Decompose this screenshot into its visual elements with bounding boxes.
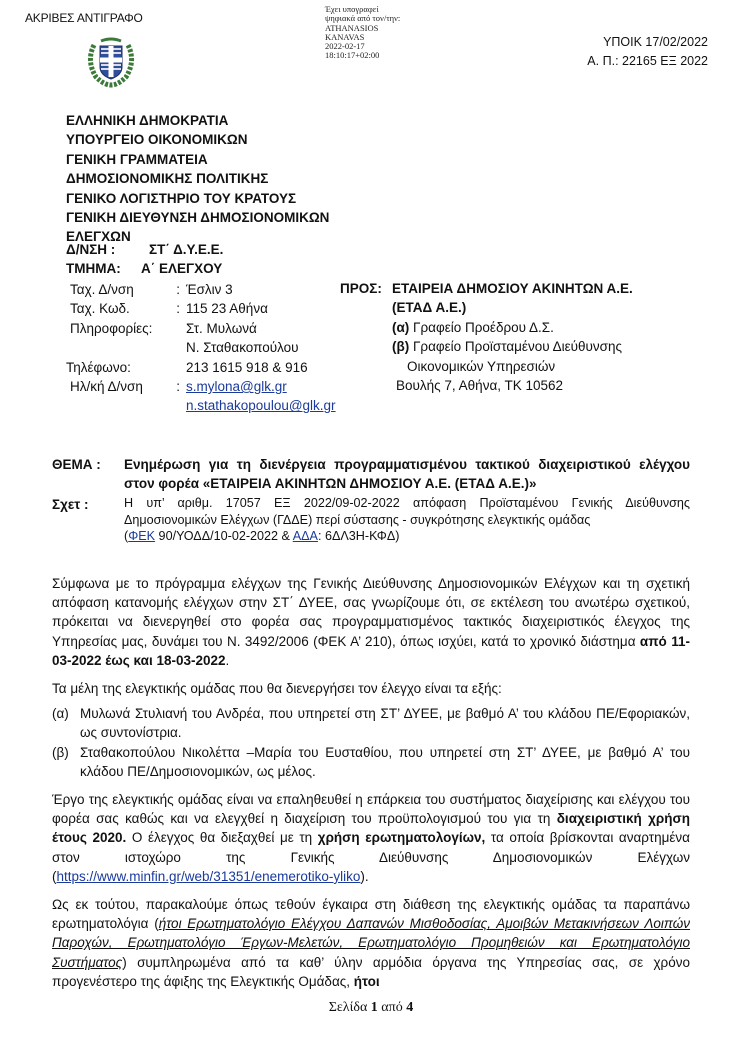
separator: : (176, 282, 180, 297)
email-label-wrap (66, 377, 186, 396)
info-row-2 (66, 338, 336, 357)
letter-body (52, 574, 690, 1000)
item-text: Οικονομικών Υπηρεσιών (407, 358, 556, 374)
issuer-line: ΔΗΜΟΣΙΟΝΟΜΙΚΗΣ ΠΟΛΙΤΙΚΗΣ (66, 171, 269, 187)
subject-block (52, 455, 690, 545)
subject-row (52, 455, 690, 493)
info-value: Ν. Σταθακοπούλου (186, 340, 299, 356)
page-label: Σελίδα (328, 1000, 371, 1015)
recipient-address-row (340, 376, 633, 395)
spacer (66, 338, 186, 357)
fiscal-year: διαχειριστική χρήση έτους 2020. (52, 811, 690, 846)
address-label-wrap (66, 280, 186, 299)
spacer (340, 376, 396, 395)
text: τα οποία βρίσκονται αναρτημένα στον ιστοχώρο της Γενικής Διεύθυνσης Δημοσιονομικών Ελέγχων ( (52, 830, 690, 884)
related-text: Η υπ’ αριθμ. 17057 ΕΞ 2022/09-02-2022 απόφαση Προϊσταμένου Γενικής Διεύθυνσης Δημοσιονομικών Ελέγχων (ΓΔΔΕ) περί σύστασης - συγκρότησης ελεγκτικής ομάδας (124, 496, 690, 527)
postal-value: 115 23 Αθήνα (186, 301, 268, 317)
fek-link[interactable]: ΦΕΚ (128, 529, 156, 543)
member-text: Μυλωνά Στυλιανή του Ανδρέα, που υπηρετεί στη ΣΤ’ ΔΥΕΕ, με βαθμό Α’ του κλάδου ΠΕ/Εφοριακών, ως συντονίστρια. (80, 706, 690, 741)
email-link-mylona[interactable]: s.mylona@glk.gr (186, 379, 287, 395)
spacer (340, 357, 407, 376)
section-value: Α΄ ΕΛΕΓΧΟΥ (141, 261, 223, 277)
related-label: Σχετ : (52, 497, 89, 512)
section-label: ΤΜΗΜΑ: (66, 261, 121, 277)
signature-time: 18:10:17+02:00 (325, 50, 380, 61)
phone-row (66, 358, 336, 377)
paragraph-scope (52, 790, 690, 886)
recipient-label: ΠΡΟΣ: (340, 281, 382, 296)
digital-signature-block (325, 5, 400, 61)
postal-label: Ταχ. Κωδ. (70, 301, 130, 317)
audit-period: από 11-03-2022 έως και 18-03-2022 (52, 633, 690, 668)
department-info (66, 240, 223, 279)
phone-label: Τηλέφωνο: (66, 359, 131, 375)
signature-signer-surname: KANAVAS (325, 31, 365, 42)
method: χρήση ερωτηματολογίων, (317, 830, 486, 846)
text: Σύμφωνα με το πρόγραμμα ελέγχων της Γενικής Διεύθυνσης Δημοσιονομικών Ελέγχων και τη σχετική απόφαση κατανομής ελέγχων στην ΣΤ΄ ΔΥΕΕ, σας γνωρίζουμε ότι, σε εκτέλεση του ανωτέρω σχετικού, πρόκειται να διενεργηθεί στο φορέα σας προγραμματισμένος τακτικός διαχειριστικός έλεγχος της Υπηρεσίας μας, δυνάμει του Ν. 3492/2006 (ΦΕΚ Α’ 210), όπως ισχύει, κατά το χρονικό διάστημα (52, 576, 690, 649)
document-reference (587, 33, 708, 71)
issuer-line: ΓΕΝΙΚΗ ΓΡΑΜΜΑΤΕΙΑ (66, 151, 208, 167)
spacer (340, 337, 392, 356)
contact-info (66, 280, 336, 416)
phone-value: 213 1615 918 & 916 (186, 359, 308, 375)
reference-date: ΥΠΟΙΚ 17/02/2022 (603, 35, 708, 49)
subject-label: ΘΕΜΑ : (52, 457, 101, 472)
directorate-label: Δ/ΝΣΗ : (66, 242, 116, 257)
postal-row (66, 299, 336, 318)
info-row (66, 319, 336, 338)
page-current: 1 (370, 1000, 378, 1015)
address-label: Ταχ. Δ/νση (70, 282, 134, 297)
info-value: Στ. Μυλωνά (186, 320, 257, 336)
subject-text: Ενημέρωση για τη διενέργεια προγραμματισμένου τακτικού διαχειριστικού ελέγχου στον φορέα «ΕΤΑΙΡΕΙΑ ΑΚΙΝΗΤΩΝ ΔΗΜΟΣΙΟΥ Α.Ε. (ΕΤΑΔ Α.Ε.)» (124, 457, 690, 491)
issuer-line: ΕΛΛΗΝΙΚΗ ΔΗΜΟΚΡΑΤΙΑ (66, 113, 229, 128)
text-bold: ήτοι (353, 973, 380, 989)
issuer-line: ΕΛΕΓΧΩΝ (66, 229, 131, 245)
issuer-line: ΓΕΝΙΚΗ ΔΙΕΥΘΥΝΣΗ ΔΗΜΟΣΙΟΝΟΜΙΚΩΝ (66, 210, 330, 226)
issuer-header (66, 111, 329, 247)
recipient-block (340, 279, 633, 395)
list-marker: (β) (52, 744, 69, 760)
address-value: Έσλιν 3 (186, 282, 233, 297)
separator: : (176, 379, 180, 395)
related-refs (124, 528, 690, 545)
directorate-value: ΣΤ΄ Δ.Υ.Ε.Ε. (149, 242, 224, 257)
questionnaire-list: ήτοι Ερωτηματολόγιο Ελέγχου Δαπανών Μισθοδοσίας, Αμοιβών Μετακινήσεων Λοιπών Παροχών, Ερωτηματολόγιο Έργων-Μελετών, Ερωτηματολόγιο Προμηθειών και Ερωτηματολόγιο Συστήματος (52, 916, 691, 970)
ada-text: : 6ΔΛ3Η-ΚΦΔ) (317, 529, 400, 543)
email-row-2 (66, 396, 336, 415)
recipient-item-a (340, 318, 633, 337)
paragraph-request (52, 895, 690, 991)
spacer (340, 318, 392, 337)
text: . (225, 652, 230, 668)
greek-coat-of-arms-icon (82, 33, 140, 89)
separator: : (176, 301, 180, 317)
info-label: Πληροφορίες: (70, 320, 153, 336)
section-row (66, 259, 223, 278)
protocol-number: Α. Π.: 22165 ΕΞ 2022 (587, 54, 708, 68)
page-of: από (377, 1000, 407, 1015)
postal-label-wrap (66, 299, 186, 318)
signature-date: 2022-02-17 (325, 41, 365, 52)
text: Έργο της ελεγκτικής ομάδας είναι να επαληθευθεί η επάρκεια του συστήματος διαχείρισης και ελέγχου του φορέα σας καθώς και να ελεγχθεί η διαχείριση του προϋπολογισμού του για τη (52, 792, 690, 827)
paragraph-members-intro: Τα μέλη της ελεγκτικής ομάδας που θα διενεργήσει τον έλεγχο είναι τα εξής: (52, 681, 502, 697)
paren: ( (124, 529, 129, 543)
recipient-row (340, 298, 633, 317)
item-marker: (β) (392, 339, 410, 355)
list-marker: (α) (52, 706, 69, 722)
member-item (52, 743, 690, 781)
text: Ο έλεγχος θα διεξαχθεί με τη (126, 830, 318, 846)
signature-line: ψηφιακά από τον/την: (325, 13, 401, 24)
item-marker: (α) (392, 319, 410, 335)
recipient-name: ΕΤΑΙΡΕΙΑ ΔΗΜΟΣΙΟΥ ΑΚΙΝΗΤΩΝ Α.Ε. (392, 281, 633, 296)
email-label: Ηλ/κή Δ/νση (70, 379, 143, 395)
address-row (66, 280, 336, 299)
text: ). (360, 868, 369, 884)
email-link-stathakopoulou[interactable]: n.stathakopoulou@glk.gr (186, 398, 336, 414)
text: ) συμπληρωμένα από τα καθ’ ύλην αρμόδια όργανα της Υπηρεσίας σας, σε χρόνο προγενέστερο της άφιξης της Ελεγκτικής Ομάδας, (52, 954, 690, 989)
member-item (52, 704, 690, 742)
paragraph-schedule (52, 574, 690, 670)
fek-text: 90/ΥΟΔΔ/10-02-2022 & (155, 529, 293, 543)
recipient-item-b (340, 337, 633, 356)
recipient-address: Βουλής 7, Αθήνα, ΤΚ 10562 (396, 378, 564, 394)
minfin-link[interactable]: https://www.minfin.gr/web/31351/enemerotiko-yliko (56, 868, 361, 884)
item-text: Γραφείο Προέδρου Δ.Σ. (409, 319, 554, 335)
directorate-row (66, 240, 223, 259)
signature-line: Έχει υπογραφεί (325, 4, 379, 14)
item-text: Γραφείο Προϊσταμένου Διεύθυνσης (409, 339, 622, 355)
member-text: Σταθακοπούλου Νικολέττα –Μαρία του Ευσταθίου, που υπηρετεί στη ΣΤ’ ΔΥΕΕ, με βαθμό Α’ του κλάδου ΠΕ/Δημοσιονομικών, ως μέλος. (80, 744, 690, 779)
email-row (66, 377, 336, 396)
text: Ως εκ τούτου, παρακαλούμε όπως τεθούν έγκαιρα στη διάθεση της ελεγκτικής ομάδας τα παραπάνω ερωτηματολόγια ( (52, 897, 690, 932)
spacer (66, 396, 186, 415)
ada-link[interactable]: ΑΔΑ (292, 529, 318, 543)
page-total: 4 (406, 1000, 414, 1015)
exact-copy-stamp: ΑΚΡΙΒΕΣ ΑΝΤΙΓΡΑΦΟ (25, 11, 143, 25)
page-footer (0, 1000, 742, 1016)
recipient-item-b-cont (340, 357, 633, 376)
related-row (52, 495, 690, 545)
signature-signer-name: ATHANASIOS (325, 22, 379, 33)
recipient-row (340, 279, 633, 298)
issuer-line: ΓΕΝΙΚΟ ΛΟΓΙΣΤΗΡΙΟ ΤΟΥ ΚΡΑΤΟΥΣ (66, 190, 297, 206)
related-content (124, 495, 690, 545)
recipient-abbrev: (ΕΤΑΔ Α.Ε.) (392, 300, 467, 316)
issuer-line: ΥΠΟΥΡΓΕΙΟ ΟΙΚΟΝΟΜΙΚΩΝ (66, 132, 248, 148)
spacer (340, 298, 392, 317)
